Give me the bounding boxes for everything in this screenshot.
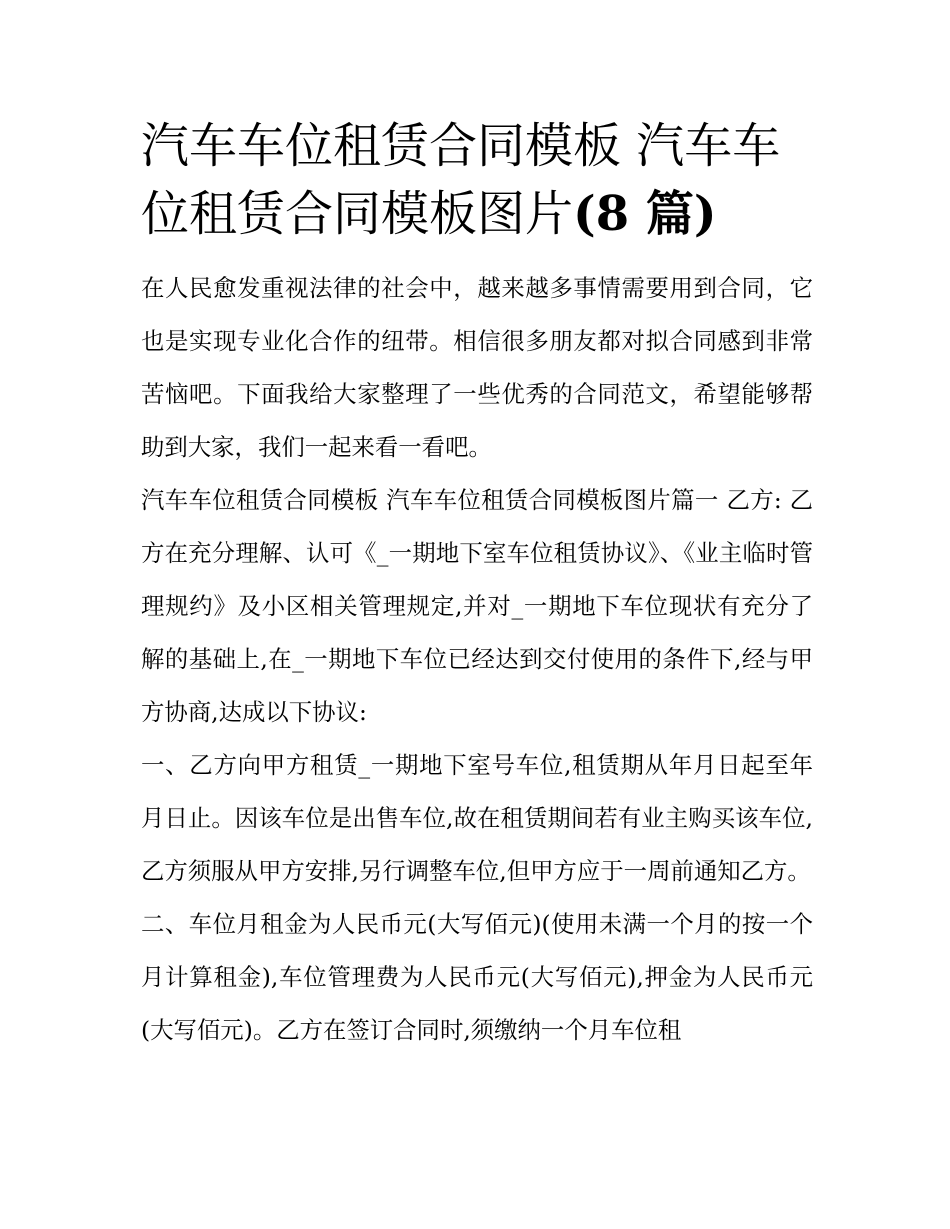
clause-one-paragraph: 一、乙方向甲方租赁_一期地下室号车位,租赁期从年月日起至年月日止。因该车位是出售车位,故在租赁期间若有业主购买该车位,乙方须服从甲方安排,另行调整车位,但甲方应于一周前通知乙方。 — [141, 751, 813, 885]
title-line-2-prefix: 位租赁合同模板图片 — [141, 186, 574, 242]
document-content — [141, 112, 813, 1057]
document-title — [141, 112, 813, 248]
title-line-1: 汽车车位租赁合同模板 汽车车 — [141, 118, 781, 174]
clause-two-paragraph: 二、车位月租金为人民币元(大写佰元)(使用未满一个月的按一个月计算租金),车位管理费为人民币元(大写佰元),押金为人民币元(大写佰元)。乙方在签订合同时,须缴纳一个月车位租 — [141, 910, 813, 1044]
intro-paragraph: 在人民愈发重视法律的社会中，越来越多事情需要用到合同，它也是实现专业化合作的纽带。相信很多朋友都对拟合同感到非常苦恼吧。下面我给大家整理了一些优秀的合同范文，希望能够帮助到大家，我们一起来看一看吧。 — [141, 274, 813, 461]
title-number: 8 — [595, 186, 630, 242]
section-one-paragraph: 汽车车位租赁合同模板 汽车车位租赁合同模板图片篇一 乙方: 乙方在充分理解、认可《_一期地下室车位租赁协议》、《业主临时管理规约》及小区相关管理规定,并对_一期地下车位现状有充分了解的基础上,在_一期地下车位已经达到交付使用的条件下,经与甲方协商,达成以下协议: — [141, 486, 813, 726]
title-line-2-suffix: 篇) — [629, 186, 717, 242]
title-paren-open: ( — [573, 186, 596, 242]
